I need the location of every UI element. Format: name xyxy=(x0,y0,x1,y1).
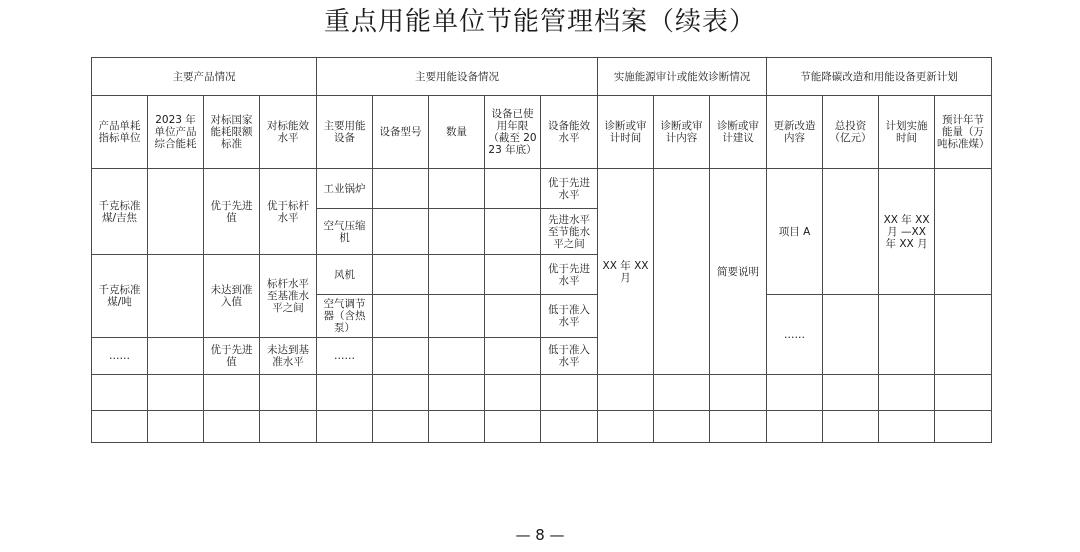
equipment-name-cell: 工业锅炉 xyxy=(317,169,373,209)
quantity-cell xyxy=(429,338,485,375)
investment-cell xyxy=(823,295,879,375)
header-2023-consumption: 2023 年单位产品综合能耗 xyxy=(148,96,204,169)
header-efficiency-benchmark: 对标能效水平 xyxy=(260,96,317,169)
efficiency-level-cell: 未达到基准水平 xyxy=(260,338,317,375)
header-retrofit-content: 更新改造内容 xyxy=(767,96,823,169)
product-unit-cell: …… xyxy=(92,338,148,375)
header-years-used: 设备已使用年限（截至 2023 年底） xyxy=(485,96,541,169)
product-unit-cell: 千克标准煤/吨 xyxy=(92,255,148,338)
years-cell xyxy=(485,338,541,375)
equipment-efficiency-cell: 低于准入水平 xyxy=(541,295,598,338)
equipment-efficiency-cell: 先进水平至节能水平之间 xyxy=(541,209,598,255)
quantity-cell xyxy=(429,255,485,295)
national-limit-cell: 优于先进值 xyxy=(204,169,260,255)
group-retrofit-plan: 节能降碳改造和用能设备更新计划 xyxy=(767,58,992,96)
header-audit-time: 诊断或审计时间 xyxy=(598,96,654,169)
equipment-name-cell: 风机 xyxy=(317,255,373,295)
consumption-cell xyxy=(148,169,204,255)
plan-time-cell xyxy=(879,295,935,375)
efficiency-level-cell: 优于标杆水平 xyxy=(260,169,317,255)
empty-row xyxy=(92,411,992,443)
audit-advice-cell: 简要说明 xyxy=(710,169,767,375)
header-total-investment: 总投资（亿元） xyxy=(823,96,879,169)
header-quantity: 数量 xyxy=(429,96,485,169)
empty-row xyxy=(92,375,992,411)
savings-cell xyxy=(935,169,992,295)
header-audit-content: 诊断或审计内容 xyxy=(654,96,710,169)
retrofit-content-cell: …… xyxy=(767,295,823,375)
audit-time-cell: XX 年 XX 月 xyxy=(598,169,654,375)
equipment-name-cell: 空气压缩机 xyxy=(317,209,373,255)
years-cell xyxy=(485,255,541,295)
equipment-efficiency-cell: 优于先进水平 xyxy=(541,169,598,209)
page-number: — 8 — xyxy=(515,526,565,544)
column-header-row xyxy=(92,96,992,169)
quantity-cell xyxy=(429,209,485,255)
group-product-info: 主要产品情况 xyxy=(92,58,317,96)
investment-cell xyxy=(823,169,879,295)
quantity-cell xyxy=(429,295,485,338)
model-cell xyxy=(373,295,429,338)
consumption-cell xyxy=(148,338,204,375)
savings-cell xyxy=(935,295,992,375)
national-limit-cell: 未达到准入值 xyxy=(204,255,260,338)
years-cell xyxy=(485,209,541,255)
equipment-efficiency-cell: 优于先进水平 xyxy=(541,255,598,295)
consumption-cell xyxy=(148,255,204,338)
audit-content-cell xyxy=(654,169,710,375)
national-limit-cell: 优于先进值 xyxy=(204,338,260,375)
years-cell xyxy=(485,169,541,209)
model-cell xyxy=(373,169,429,209)
header-plan-time: 计划实施时间 xyxy=(879,96,935,169)
model-cell xyxy=(373,255,429,295)
years-cell xyxy=(485,295,541,338)
group-equipment-info: 主要用能设备情况 xyxy=(317,58,598,96)
product-unit-cell: 千克标准煤/吉焦 xyxy=(92,169,148,255)
header-model: 设备型号 xyxy=(373,96,429,169)
header-expected-savings: 预计年节能量（万吨标准煤） xyxy=(935,96,992,169)
efficiency-level-cell: 标杆水平至基准水平之间 xyxy=(260,255,317,338)
group-header-row xyxy=(92,58,992,96)
equipment-name-cell: 空气调节器（含热泵） xyxy=(317,295,373,338)
equipment-name-cell: …… xyxy=(317,338,373,375)
table-row xyxy=(92,169,992,209)
document-title: 重点用能单位节能管理档案（续表） xyxy=(323,7,756,37)
group-audit-info: 实施能源审计或能效诊断情况 xyxy=(598,58,767,96)
model-cell xyxy=(373,209,429,255)
header-unit: 产品单耗指标单位 xyxy=(92,96,148,169)
retrofit-content-cell: 项目 A xyxy=(767,169,823,295)
energy-management-table xyxy=(91,57,992,443)
model-cell xyxy=(373,338,429,375)
plan-time-cell: XX 年 XX 月 —XX 年 XX 月 xyxy=(879,169,935,295)
quantity-cell xyxy=(429,169,485,209)
equipment-efficiency-cell: 低于准入水平 xyxy=(541,338,598,375)
header-equipment: 主要用能设备 xyxy=(317,96,373,169)
header-national-limit: 对标国家能耗限额标准 xyxy=(204,96,260,169)
header-audit-advice: 诊断或审计建议 xyxy=(710,96,767,169)
header-equipment-efficiency: 设备能效水平 xyxy=(541,96,598,169)
